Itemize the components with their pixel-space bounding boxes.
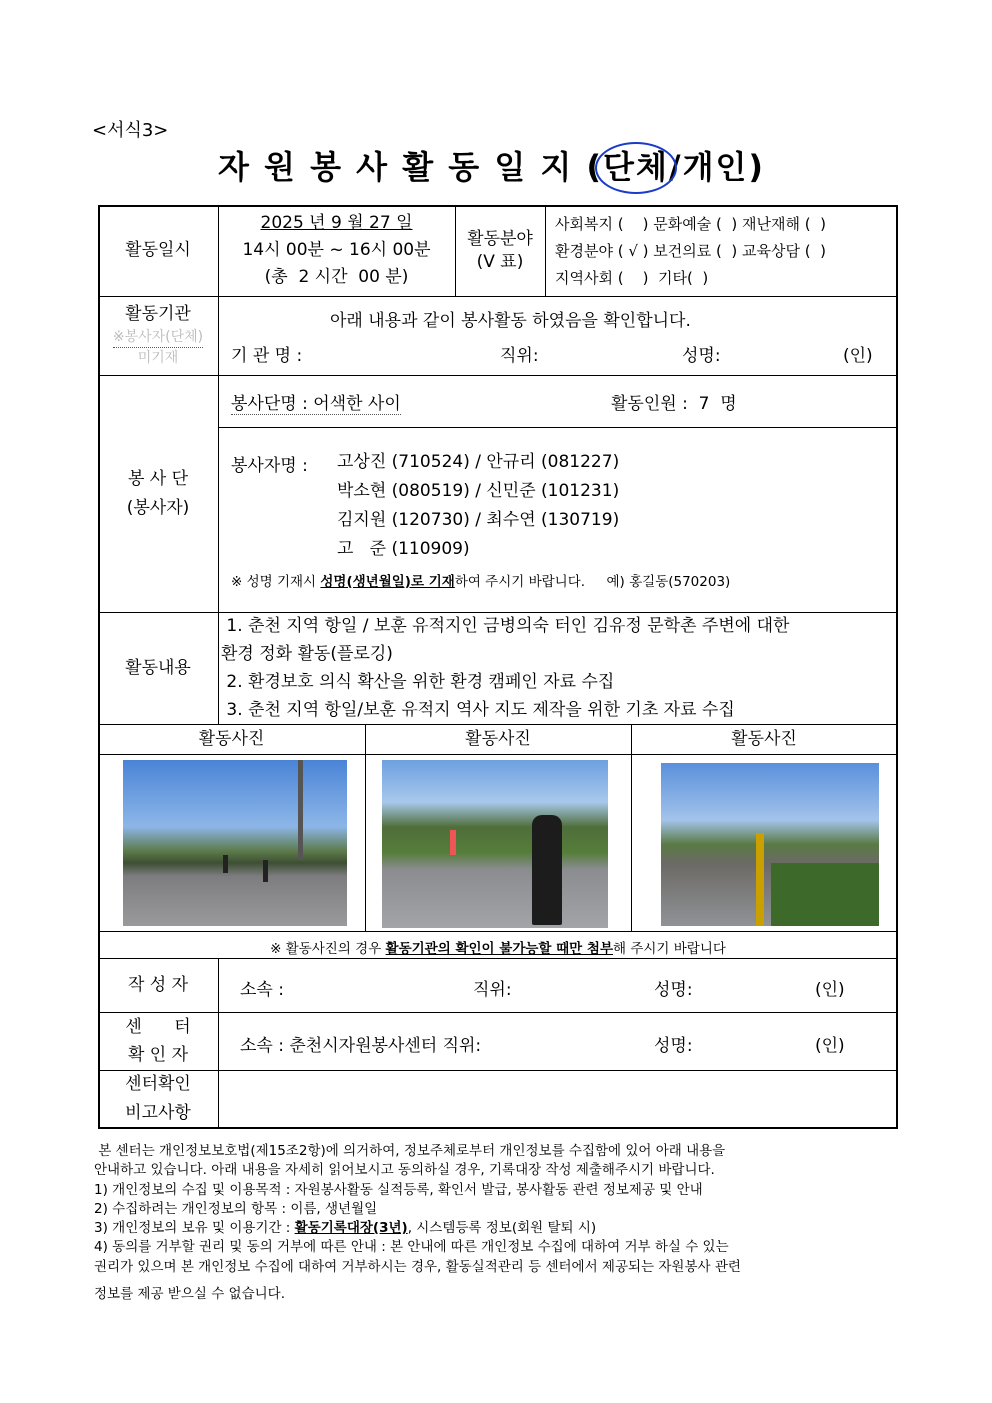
- team-label-sub: (봉사자): [126, 497, 190, 518]
- note-post: 하여 주시기 바랍니다. 예) 홍길동(570203): [454, 574, 731, 590]
- privacy-l5-pre: 3) 개인정보의 보유 및 이용기간 :: [94, 1220, 295, 1237]
- activity-total-time: (총 2 시간 00 분): [264, 267, 409, 288]
- team-label-cell: [98, 375, 218, 612]
- privacy-line: 4) 동의를 거부할 권리 및 동의 거부에 따른 안내 : 본 안내에 따른 개인정보 수집에 대하여 거부 하실 수 있는: [94, 1239, 729, 1256]
- photo-note-pre: ※ 활동사진의 경우: [270, 941, 386, 957]
- privacy-line: 본 센터는 개인정보보호법(제15조2항)에 의거하여, 정보주체로부터 개인정보를 수집함에 있어 아래 내용을: [94, 1143, 726, 1159]
- title-rest: /개인): [668, 148, 766, 186]
- member-line: 고상진 (710524) / 안규리 (081227): [337, 452, 620, 472]
- activity-field-label: 활동분야: [467, 228, 533, 249]
- members-list: [337, 448, 619, 564]
- member-line: 김지원 (120730) / 최수연 (130719): [337, 510, 620, 530]
- center-affiliation: 소속 : 춘천시자원봉사센터 직위:: [240, 1036, 482, 1056]
- activity-photo-3: [661, 763, 879, 926]
- privacy-line: 안내하고 있습니다. 아래 내용을 자세히 읽어보시고 동의하실 경우, 기록대장 작성 제출해주시기 바랍니다.: [94, 1162, 715, 1179]
- photo-header: 활동사진: [198, 728, 265, 749]
- remarks-label-2: 비고사항: [125, 1102, 191, 1123]
- title-group-text: 단체: [603, 148, 669, 186]
- privacy-line: 정보를 제공 받으실 수 없습니다.: [94, 1286, 285, 1303]
- institution-signer-label: 성명:: [682, 346, 721, 366]
- activity-photo-2: [382, 760, 608, 928]
- photo-note: [98, 937, 898, 957]
- field-options-line: 환경분야 ( √ ) 보건의료 ( ) 교육상담 ( ): [555, 242, 827, 260]
- note-pre: ※ 성명 기재시: [231, 574, 321, 590]
- activity-field-sub: (V 표): [476, 251, 524, 272]
- members-count: 활동인원 : 7 명: [611, 394, 737, 414]
- privacy-line: [94, 1219, 741, 1238]
- privacy-notice: [94, 1142, 741, 1304]
- team-label: 봉 사 단: [127, 468, 189, 489]
- confirmation-text: 아래 내용과 같이 봉사활동 하였음을 확인합니다.: [330, 311, 691, 331]
- writer-affiliation: 소속 :: [240, 980, 284, 1000]
- activity-time: 14시 00분 ~ 16시 00분: [242, 239, 431, 260]
- activity-date: 2025 년 9 월 27 일: [260, 212, 413, 233]
- activity-date-cell: [218, 205, 455, 296]
- page-title: [218, 142, 765, 188]
- form-label: <서식3>: [92, 120, 169, 141]
- confirmer-label: 확 인 자: [127, 1045, 189, 1065]
- members-label: 봉사자명 :: [231, 456, 308, 476]
- photo-note-post: 해 주시기 바랍니다: [613, 941, 726, 957]
- remarks-label: 센터확인: [125, 1074, 191, 1095]
- center-seal: (인): [815, 1036, 845, 1056]
- title-main: 자 원 봉 사 활 동 일 지 (: [218, 148, 604, 186]
- institution-label-cell: [98, 296, 218, 375]
- team-name: 봉사단명 : 어색한 사이: [231, 389, 401, 415]
- institution-name-label: 기 관 명 :: [231, 346, 303, 366]
- privacy-line: 1) 개인정보의 수집 및 이용목적 : 자원봉사활동 실적등록, 확인서 발급, 봉사활동 관련 정보제공 및 안내: [94, 1181, 703, 1198]
- privacy-l5-bold: 활동기록대장(3년): [294, 1220, 408, 1237]
- institution-position-label: 직위:: [500, 346, 539, 366]
- field-options-line: 사회복지 ( ) 문화예술 ( ) 재난재해 ( ): [555, 215, 826, 233]
- content-label: 활동내용: [125, 657, 191, 678]
- activity-field-options: [555, 211, 826, 292]
- activity-content: [221, 612, 789, 724]
- writer-name: 성명:: [654, 980, 693, 1000]
- remarks-field[interactable]: [219, 1071, 895, 1126]
- content-line: 3. 춘천 지역 항일/보훈 유적지 역사 지도 제작을 위한 기초 자료 수집: [221, 700, 735, 720]
- writer-seal: (인): [815, 980, 845, 1000]
- content-line: 2. 환경보호 의식 확산을 위한 환경 캠페인 자료 수집: [221, 672, 615, 692]
- note-bold: 성명(생년월일)로 기재: [320, 574, 455, 590]
- content-line: 환경 정화 활동(플로깅): [221, 644, 393, 664]
- center-confirmer-label-cell: [98, 1012, 218, 1070]
- activity-field-label-cell: [455, 205, 545, 296]
- privacy-l5-post: , 시스템등록 정보(회원 탈퇴 시): [407, 1220, 597, 1237]
- writer-position: 직위:: [473, 980, 512, 1000]
- photo-header: 활동사진: [465, 728, 531, 749]
- activity-date-label: 활동일시: [125, 240, 191, 261]
- photo-header: 활동사진: [731, 728, 797, 749]
- writer-label: 작 성 자: [127, 974, 189, 995]
- member-line: 고 준 (110909): [337, 539, 470, 559]
- field-options-line: 지역사회 ( ) 기타( ): [555, 269, 709, 287]
- institution-note-2: 미기재: [137, 350, 179, 367]
- content-line: 1. 춘천 지역 항일 / 보훈 유적지인 금병의숙 터인 김유정 문학촌 주변에 대한: [221, 616, 790, 636]
- institution-label: 활동기관: [125, 304, 191, 325]
- selection-circle: [595, 142, 677, 194]
- activity-photo-1: [123, 760, 347, 926]
- title-group: [603, 148, 669, 186]
- privacy-line: 2) 수집하려는 개인정보의 항목 : 이름, 생년월일: [94, 1200, 378, 1217]
- privacy-line: 권리가 있으며 본 개인정보 수집에 대하여 거부하시는 경우, 활동실적관리 등 센터에서 제공되는 자원봉사 관련: [94, 1258, 741, 1275]
- member-note: [231, 570, 730, 590]
- remarks-label-cell: [98, 1070, 218, 1127]
- institution-note: ※봉사자(단체): [113, 327, 203, 348]
- member-line: 박소현 (080519) / 신민준 (101231): [337, 481, 620, 501]
- center-name: 성명:: [654, 1036, 693, 1056]
- institution-seal: (인): [843, 346, 873, 366]
- photo-note-bold: 활동기관의 확인이 불가능할 때만 첨부: [385, 941, 614, 957]
- center-label: 센 터: [125, 1016, 191, 1037]
